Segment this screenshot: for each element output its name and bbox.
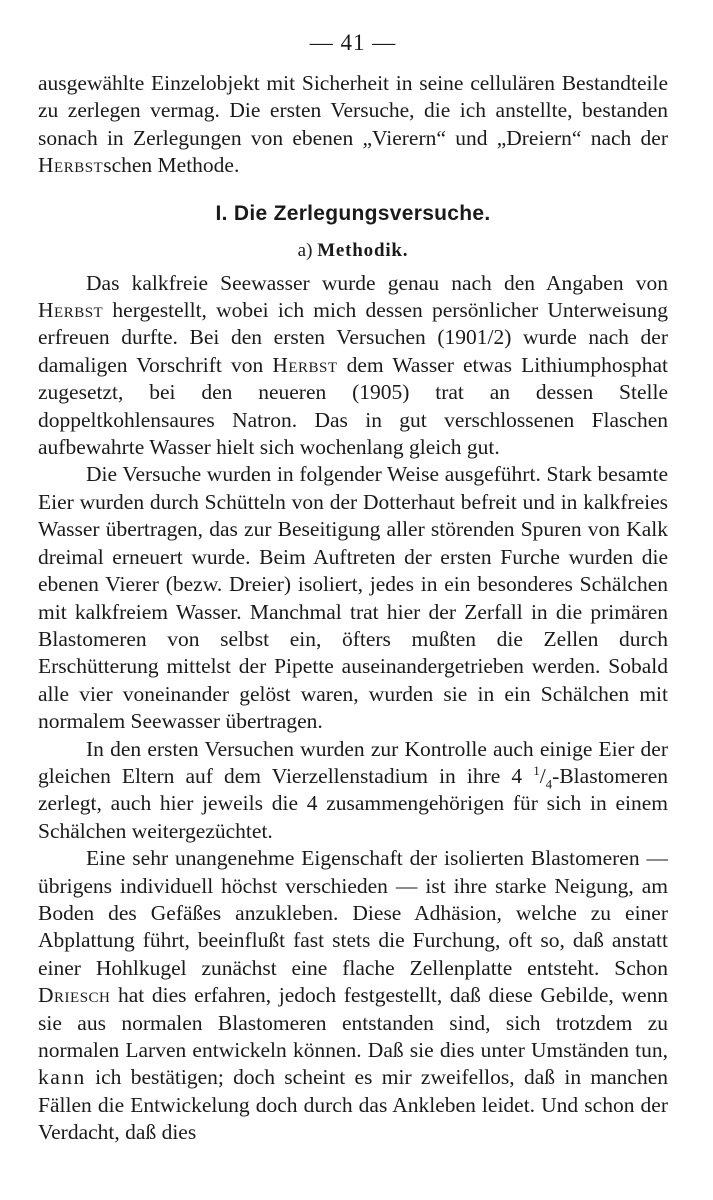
- subsection-prefix: a): [297, 239, 313, 261]
- paragraph-seawater-part-2: hergestellt, wobei ich mich dessen persönlicher Unterweisung erfreuen durfte. Bei den ersten Versuchen (1901/2) wurde nach der damaligen Vorschrift von: [38, 298, 668, 377]
- section-heading: I. Die Zerlegungsversuche.: [215, 201, 491, 225]
- author-name-herbst: Herbst: [38, 153, 104, 178]
- fraction-denominator: 4: [545, 776, 553, 792]
- paragraph-intro-text: ausgewählte Einzelobjekt mit Sicherheit in seine cellulären Bestandteile zu zerlegen vermag. Die ersten Versuche, die ich anstellte, bestanden sonach in Zerlegungen von ebenen „Vierern“ und „Dreiern“ nach der: [38, 71, 668, 150]
- paragraph-seawater: [38, 270, 668, 462]
- paragraph-adhesion-part-3: ich bestätigen; doch scheint es mir zweifellos, daß in manchen Fällen die Entwickelung doch durch das Ankleben leidet. Und schon der Verdacht, daß dies: [38, 1065, 668, 1145]
- subsection-heading: [38, 240, 668, 262]
- book-page: [38, 30, 668, 1147]
- subsection-title: Methodik.: [317, 239, 409, 261]
- fraction-numerator: 1: [533, 762, 540, 778]
- paragraph-control-part-2: -Blastomeren zerlegt: [38, 763, 668, 816]
- paragraph-intro: [38, 70, 668, 180]
- paragraph-control: In den ersten Versuchen wurden zur Kontrolle auch einige Eier der gleichen Eltern auf dem Vierzellenstadium in ihre 4 $^1/_4$-Blastomeren zerlegt, auch hier jeweils die 4 zusammengehörigen für sich in einem Schälchen weitergezüchtet.: [38, 736, 668, 843]
- paragraph-control-part-1: In den ersten Versuchen wurden zur Kontrolle auch einige Eier der gleichen Eltern auf dem Vierzellenstadium in ihre 4: [38, 736, 668, 788]
- paragraph-control-part-3: , auch hier jeweils die 4 zusammengehörigen für sich in einem Schälchen weitergezüchtet.: [38, 791, 668, 843]
- paragraph-seawater-part-3: dem Wasser etwas Lithiumphosphat zugesetzt, bei den neueren (1905) trat an dessen Stelle doppeltkohlensaures Natron. Das in gut verschlossenen Flaschen aufbewahrte Wasser hielt sich wochenlang gleich gut.: [38, 352, 668, 460]
- paragraph-procedure: Die Versuche wurden in folgender Weise ausgeführt. Stark besamte Eier wurden durch Schütteln von der Dotterhaut befreit und in kalkfreies Wasser übertragen, das zur Beseitigung aller störenden Spuren von Kalk dreimal erneuert wurde. Beim Auftreten der ersten Furche wurden die ebenen Vierer (bezw. Dreier) isoliert, jedes in ein besonderes Schälchen mit kalkfreiem Wasser. Manchmal trat hier der Zerfall in die primären Blastomeren von selbst ein, öfters mußten die Zellen durch Erschütterung mittelst der Pipette auseinandergetrieben werden. Sobald alle vier voneinander gelöst waren, wurden sie in ein Schälchen mit normalem Seewasser übertragen.: [38, 462, 668, 734]
- author-name-herbst: Herbst: [272, 352, 338, 377]
- paragraph-seawater-part-1: Das kalkfreie Seewasser wurde genau nach den Angaben von: [86, 270, 668, 295]
- paragraph-adhesion-part-2: hat dies erfahren, jedoch festgestellt, daß diese Gebilde, wenn sie aus normalen Blastomeren entstanden sind, sich trotzdem zu normalen Larven entwickeln können. Daß sie dies unter Umständen tun,: [38, 983, 668, 1062]
- emphasized-word: kann: [38, 1065, 86, 1090]
- author-name-driesch: Driesch: [38, 983, 111, 1008]
- paragraph-adhesion: [38, 845, 668, 1146]
- paragraph-intro-suffix: schen Methode.: [103, 153, 240, 178]
- paragraph-adhesion-part-1: Eine sehr unangenehme Eigenschaft der isolierten Blastomeren — übrigens individuell höchst verschieden — ist ihre starke Neigung, am Boden des Gefäßes anzukleben. Diese Adhäsion, welche zu einer Abplattung führt, beeinflußt fast stets die Furchung, oft so, daß anstatt einer Hohlkugel zunächst eine flache Zellenplatte entsteht. Schon: [38, 846, 668, 980]
- author-name-herbst: Herbst: [38, 298, 104, 323]
- page-number: — 41 —: [309, 30, 397, 55]
